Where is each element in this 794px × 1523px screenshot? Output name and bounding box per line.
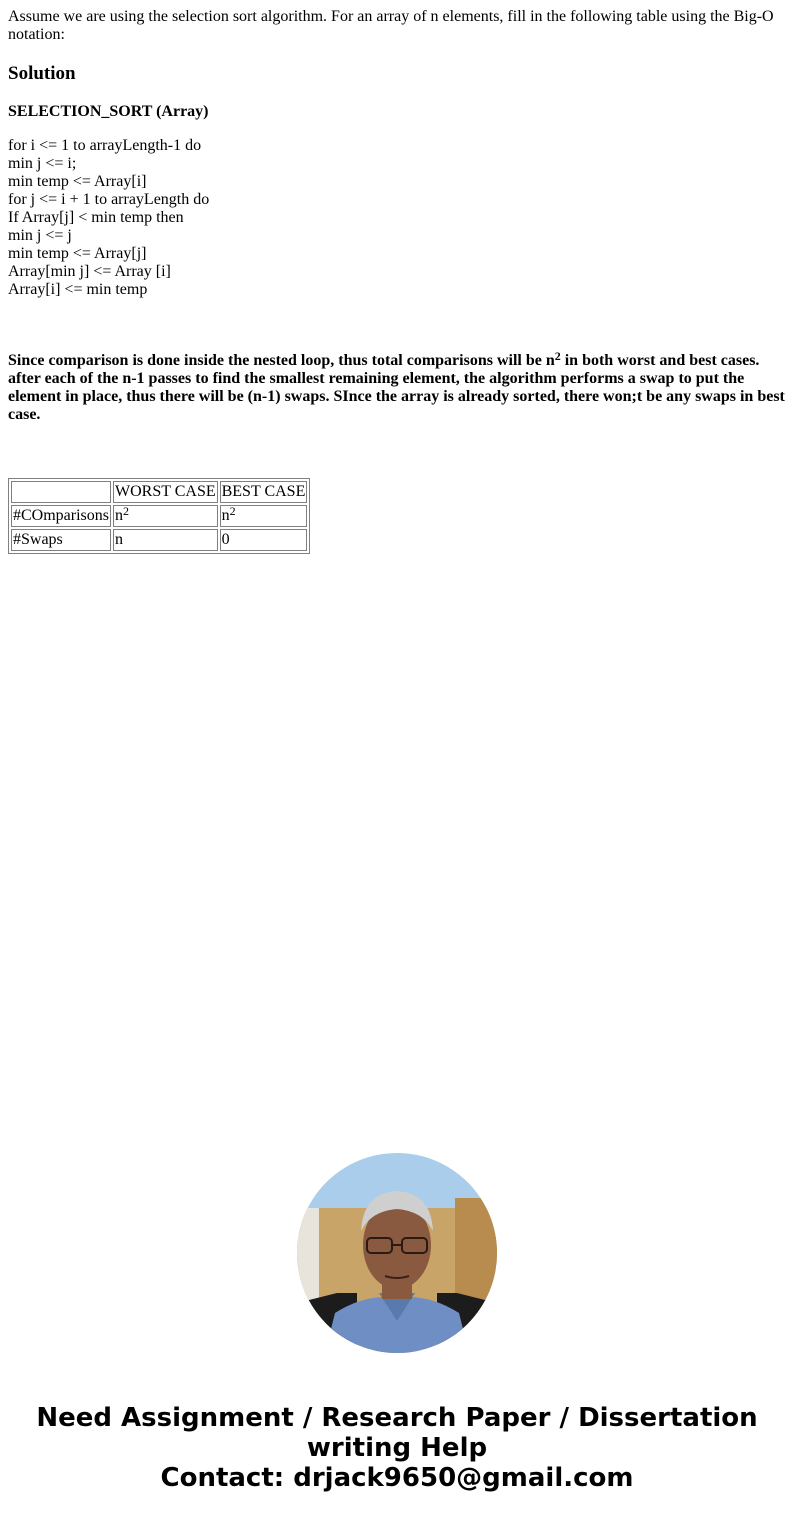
big-o-table [8, 478, 310, 554]
code-line: min j <= i; [8, 155, 77, 172]
exponent: 2 [554, 349, 561, 363]
exponent: 2 [229, 504, 236, 518]
row-label: #COmparisons [11, 505, 111, 527]
code-line: Array[min j] <= Array [i] [8, 263, 171, 280]
table-cell [220, 529, 308, 551]
cell-base: 0 [221, 531, 230, 548]
table-row [11, 529, 307, 551]
document-page [8, 8, 794, 548]
cell-base: n [115, 507, 123, 524]
table-cell [113, 529, 218, 551]
code-line: for j <= i + 1 to arrayLength do [8, 191, 210, 208]
cell-base: n [221, 507, 230, 524]
cell-base: n [115, 531, 123, 548]
table-header-row [11, 481, 307, 503]
footer-contact: Contact: drjack9650@gmail.com [160, 1463, 634, 1493]
footer-line: writing Help [306, 1433, 488, 1463]
code-line: min temp <= Array[i] [8, 173, 147, 190]
explanation-part-2: in both worst and best cases. after each of the n-1 passes to find the smallest remaining element, the algorithm performs a swap to put the element in place, thus there will be (n-1) swaps. SInce the array is already sorted, there won;t be any swaps in best case. [8, 352, 785, 423]
table-cell [220, 505, 308, 527]
table-header-cell: WORST CASE [113, 481, 218, 503]
explanation-part-1: Since comparison is done inside the nested loop, thus total comparisons will be n [8, 352, 555, 369]
code-line: min j <= j [8, 227, 72, 244]
table-header-cell [11, 481, 111, 503]
avatar [297, 1153, 497, 1353]
explanation-text [8, 349, 788, 424]
code-line: for i <= 1 to arrayLength-1 do [8, 137, 202, 154]
algorithm-title: SELECTION_SORT (Array) [8, 103, 209, 120]
question-text: Assume we are using the selection sort algorithm. For an array of n elements, fill in the following table using the Big-O notation: [8, 8, 774, 43]
table-cell [113, 505, 218, 527]
row-label: #Swaps [11, 529, 111, 551]
table-row [11, 505, 307, 527]
footer-line: Need Assignment / Research Paper / Dissertation [36, 1403, 758, 1433]
code-line: min temp <= Array[j] [8, 245, 147, 262]
solution-heading: Solution [8, 63, 76, 84]
code-line: If Array[j] < min temp then [8, 209, 184, 226]
code-line: Array[i] <= min temp [8, 281, 148, 298]
pseudocode-block [8, 137, 209, 299]
table-header-cell: BEST CASE [220, 481, 308, 503]
avatar-portrait [297, 1153, 497, 1353]
exponent: 2 [123, 504, 129, 518]
footer-banner [0, 1403, 794, 1493]
